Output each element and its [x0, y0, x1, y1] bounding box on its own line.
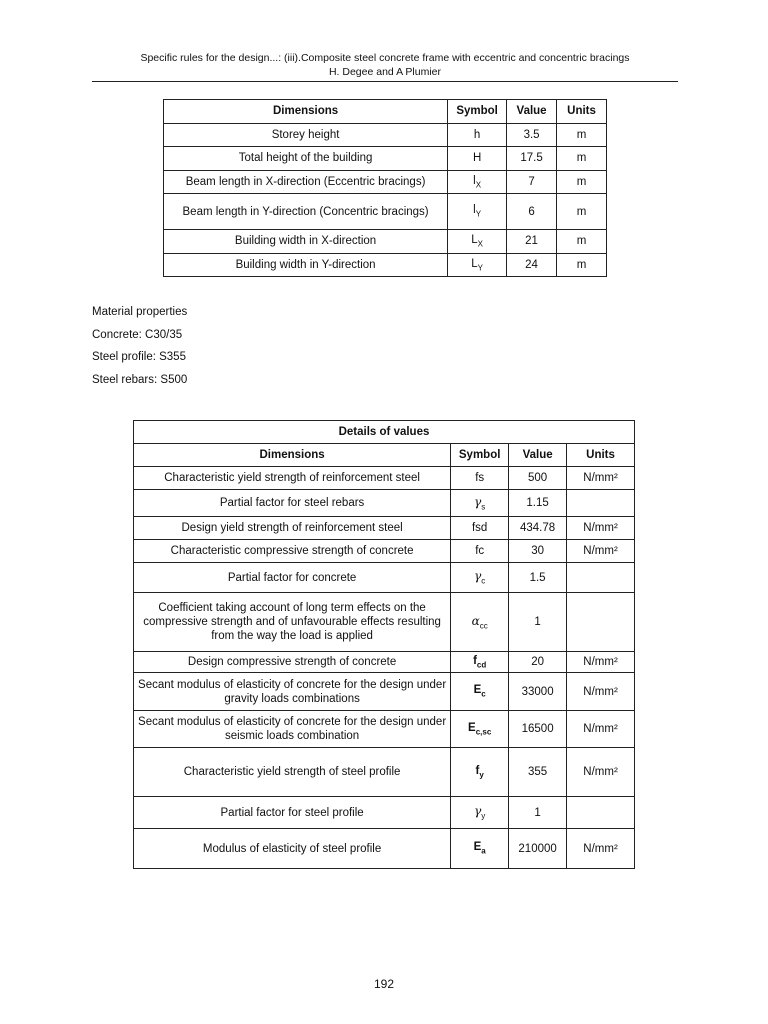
units-cell: N/mm²	[567, 467, 635, 490]
table-row	[134, 467, 635, 490]
symbol-text: f	[475, 764, 480, 777]
units-cell	[567, 593, 635, 652]
table-row	[134, 490, 635, 517]
page-number: 192	[373, 977, 395, 991]
table-row	[164, 170, 607, 194]
symbol-cell	[448, 230, 507, 254]
value-cell: 210000	[509, 829, 567, 869]
dimension-cell: Partial factor for steel profile	[134, 797, 451, 829]
table-row	[164, 253, 607, 277]
symbol-text: h	[473, 128, 481, 141]
symbol-text: E	[468, 721, 476, 734]
symbol-text: fsd	[471, 522, 488, 534]
table-row	[164, 147, 607, 171]
table-row	[134, 652, 635, 673]
table-row	[134, 711, 635, 748]
symbol-subscript: a	[481, 846, 486, 856]
symbol-cell	[448, 253, 507, 277]
value-cell: 434.78	[509, 517, 567, 540]
symbol-cell	[451, 490, 509, 517]
symbol-cell	[451, 829, 509, 869]
symbol-subscript: X	[477, 239, 483, 249]
value-cell: 1	[509, 797, 567, 829]
symbol-text: f	[473, 654, 477, 667]
units-cell: N/mm²	[567, 829, 635, 869]
symbol-text: γ	[474, 494, 482, 509]
symbol-subscript: cc	[479, 621, 488, 631]
value-cell: 6	[507, 194, 557, 230]
table-row	[164, 194, 607, 230]
concrete-grade: Concrete: C30/35	[92, 329, 183, 341]
symbol-cell	[451, 467, 509, 490]
dimension-cell: Secant modulus of elasticity of concrete for the design under seismic loads combination	[134, 711, 451, 748]
symbol-subscript: X	[475, 179, 482, 189]
value-cell: 1.15	[509, 490, 567, 517]
symbol-text: γ	[474, 569, 482, 584]
symbol-cell	[448, 194, 507, 230]
symbol-text: l	[473, 204, 476, 217]
value-cell: 20	[509, 652, 567, 673]
table-title: Details of values	[134, 421, 635, 444]
units-cell: m	[557, 170, 607, 194]
value-cell: 21	[507, 230, 557, 254]
symbol-subscript: y	[481, 811, 486, 821]
steel-rebars-grade: Steel rebars: S500	[92, 374, 188, 386]
dimension-cell: Beam length in Y-direction (Concentric bracings)	[164, 194, 448, 230]
value-cell: 24	[507, 253, 557, 277]
dimension-cell: Design compressive strength of concrete	[134, 652, 451, 673]
units-cell: N/mm²	[567, 540, 635, 563]
value-cell: 1.5	[509, 563, 567, 593]
value-cell: 7	[507, 170, 557, 194]
column-header: Units	[557, 100, 607, 124]
table-row	[134, 673, 635, 711]
symbol-cell	[451, 797, 509, 829]
units-cell: N/mm²	[567, 748, 635, 797]
dimension-cell: Storey height	[164, 123, 448, 147]
units-cell: m	[557, 253, 607, 277]
table-row	[164, 230, 607, 254]
symbol-subscript: Y	[475, 209, 482, 219]
table-row	[134, 540, 635, 563]
symbol-subscript: c	[481, 576, 486, 586]
dimension-cell: Building width in Y-direction	[164, 253, 448, 277]
dimension-cell: Coefficient taking account of long term effects on the compressive strength and of unfavourable effects resulting from the way the load is applied	[134, 593, 451, 652]
table-row	[134, 748, 635, 797]
symbol-cell	[451, 540, 509, 563]
header-title: Specific rules for the design...: (iii).Composite steel concrete frame with eccentric and concentric bracings	[140, 52, 630, 64]
symbol-text: fc	[475, 545, 485, 557]
table-header-row	[164, 100, 607, 124]
table-title-row	[134, 421, 635, 444]
symbol-cell	[451, 593, 509, 652]
dimension-cell: Modulus of elasticity of steel profile	[134, 829, 451, 869]
dimension-cell: Characteristic yield strength of steel profile	[134, 748, 451, 797]
units-cell: m	[557, 194, 607, 230]
steel-profile-grade: Steel profile: S355	[92, 351, 186, 363]
symbol-text: H	[472, 152, 482, 165]
value-cell: 30	[509, 540, 567, 563]
page-header	[92, 51, 678, 79]
symbol-cell	[448, 170, 507, 194]
symbol-subscript: Y	[477, 262, 483, 272]
value-cell: 500	[509, 467, 567, 490]
column-header: Symbol	[451, 444, 509, 467]
symbol-subscript: c,sc	[475, 727, 492, 737]
dimension-cell: Building width in X-direction	[164, 230, 448, 254]
material-properties-heading: Material properties	[92, 306, 188, 318]
symbol-cell	[448, 123, 507, 147]
symbol-text: E	[473, 684, 482, 697]
symbol-text: L	[471, 234, 478, 247]
dimension-cell: Partial factor for steel rebars	[134, 490, 451, 517]
symbol-text: L	[471, 257, 478, 270]
symbol-cell	[451, 748, 509, 797]
symbol-cell	[448, 147, 507, 171]
table-row	[134, 563, 635, 593]
value-cell: 355	[509, 748, 567, 797]
value-cell: 33000	[509, 673, 567, 711]
units-cell	[567, 797, 635, 829]
dimension-cell: Characteristic compressive strength of concrete	[134, 540, 451, 563]
symbol-cell	[451, 517, 509, 540]
value-cell: 1	[509, 593, 567, 652]
symbol-text: l	[473, 174, 476, 187]
header-authors: H. Degee and A Plumier	[328, 66, 442, 78]
dimension-cell: Characteristic yield strength of reinforcement steel	[134, 467, 451, 490]
units-cell: m	[557, 147, 607, 171]
symbol-text: fs	[475, 472, 485, 484]
dimension-cell: Design yield strength of reinforcement steel	[134, 517, 451, 540]
column-header: Dimensions	[164, 100, 448, 124]
value-cell: 16500	[509, 711, 567, 748]
units-cell: m	[557, 230, 607, 254]
symbol-subscript: s	[481, 502, 486, 512]
symbol-text: E	[473, 841, 482, 854]
units-cell: m	[557, 123, 607, 147]
table-row	[134, 797, 635, 829]
symbol-text: α	[471, 613, 480, 628]
column-header: Units	[567, 444, 635, 467]
symbol-cell	[451, 652, 509, 673]
symbol-cell	[451, 563, 509, 593]
table-row	[134, 593, 635, 652]
symbol-subscript: cd	[476, 660, 487, 670]
symbol-text: γ	[474, 804, 482, 819]
units-cell	[567, 490, 635, 517]
symbol-cell	[451, 711, 509, 748]
dimension-cell: Partial factor for concrete	[134, 563, 451, 593]
dimension-cell: Total height of the building	[164, 147, 448, 171]
table-row	[134, 829, 635, 869]
column-header: Value	[509, 444, 567, 467]
table-row	[164, 123, 607, 147]
value-cell: 17.5	[507, 147, 557, 171]
dimensions-table	[163, 99, 607, 277]
units-cell: N/mm²	[567, 673, 635, 711]
table-header-row	[134, 444, 635, 467]
column-header: Symbol	[448, 100, 507, 124]
details-of-values-table	[133, 420, 635, 869]
column-header: Dimensions	[134, 444, 451, 467]
symbol-cell	[451, 673, 509, 711]
header-divider	[92, 81, 678, 82]
symbol-subscript: c	[481, 689, 486, 699]
table-row	[134, 517, 635, 540]
units-cell	[567, 563, 635, 593]
units-cell: N/mm²	[567, 652, 635, 673]
dimension-cell: Beam length in X-direction (Eccentric bracings)	[164, 170, 448, 194]
value-cell: 3.5	[507, 123, 557, 147]
units-cell: N/mm²	[567, 711, 635, 748]
column-header: Value	[507, 100, 557, 124]
dimension-cell: Secant modulus of elasticity of concrete for the design under gravity loads combinations	[134, 673, 451, 711]
symbol-subscript: y	[479, 770, 484, 780]
units-cell: N/mm²	[567, 517, 635, 540]
